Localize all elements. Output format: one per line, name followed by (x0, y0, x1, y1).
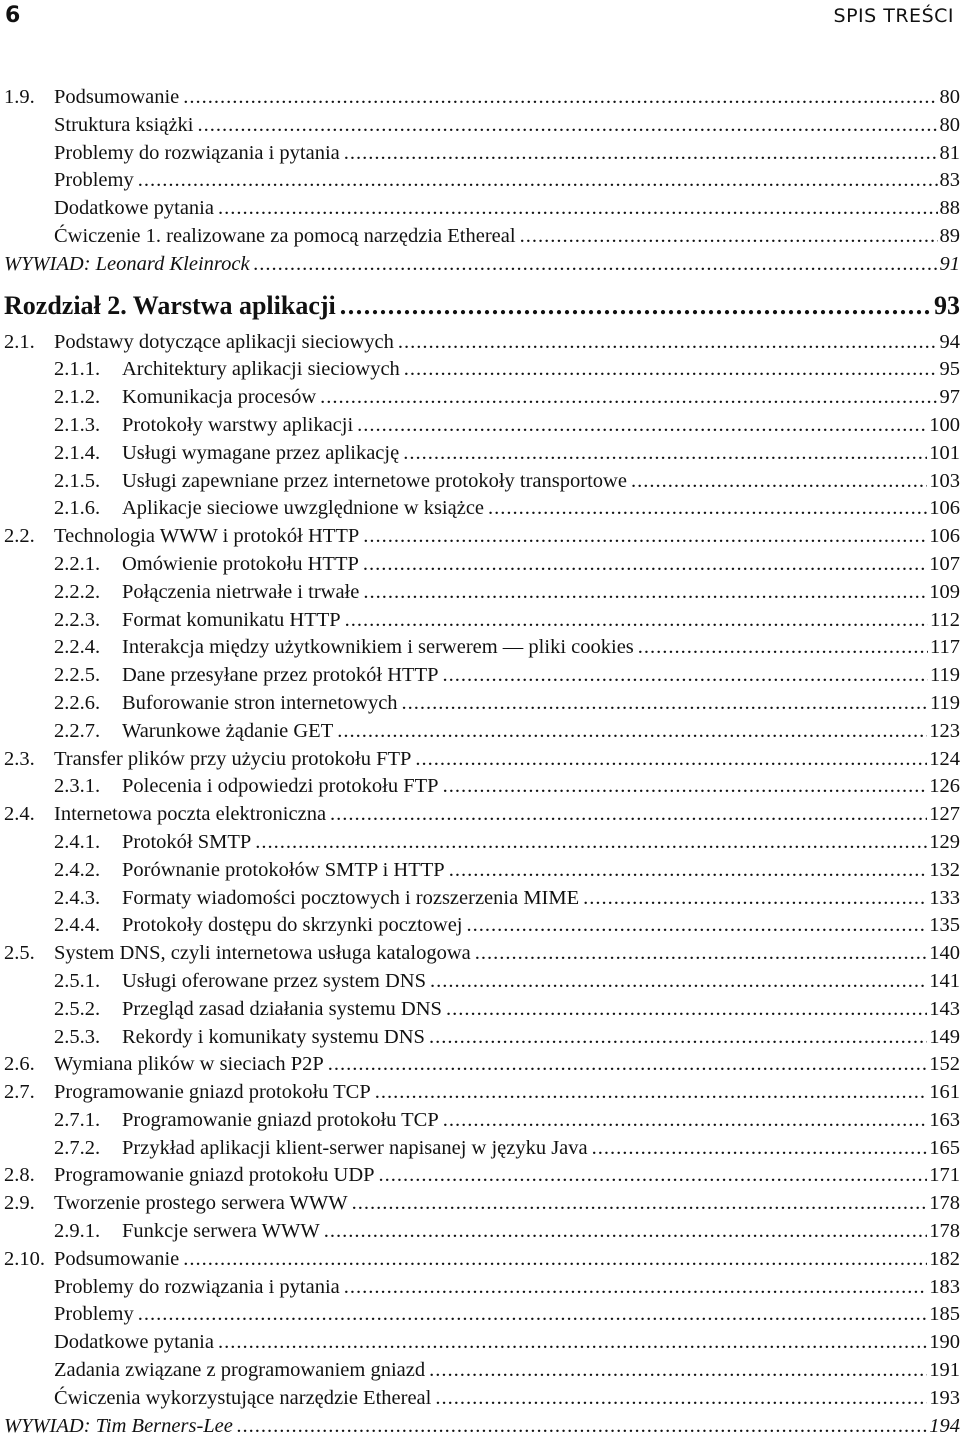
toc-entry[interactable] (4, 829, 960, 857)
toc-entry-line (122, 634, 960, 662)
toc-entry-title: Dane przesyłane przez protokół HTTP (122, 662, 443, 690)
toc-entry[interactable] (4, 495, 960, 523)
toc-entry-number: 2.4.4. (54, 914, 101, 937)
toc-entry-title: Usługi zapewniane przez internetowe protokoły transportowe (122, 468, 631, 496)
toc-entry-line (122, 1135, 960, 1163)
toc-leader-dots (520, 223, 938, 251)
toc-entry-number: 2.2.1. (54, 552, 101, 575)
toc-entry[interactable] (4, 1246, 960, 1274)
toc-entry-line (122, 718, 960, 746)
toc-entry-title: Problemy (54, 1301, 138, 1329)
toc-leader-dots (328, 1051, 927, 1079)
toc-entry-line (122, 773, 960, 801)
toc-entry[interactable] (4, 112, 960, 140)
toc-entry-title: Usługi oferowane przez system DNS (122, 968, 430, 996)
toc-entry-line (54, 1190, 960, 1218)
toc-entry-page: 80 (939, 86, 960, 108)
toc-entry-title: Dodatkowe pytania (54, 195, 218, 223)
toc-entry-line (122, 607, 960, 635)
toc-entry-page: 182 (929, 1247, 960, 1270)
toc-leader-dots (443, 1107, 927, 1135)
toc-leader-dots (324, 1218, 928, 1246)
toc-leader-dots (363, 579, 927, 607)
toc-entry-line (122, 662, 960, 690)
toc-entry-title: Aplikacje sieciowe uwzględnione w książce (122, 495, 488, 523)
toc-entry[interactable] (4, 440, 960, 468)
toc-entry-number: 2.4.2. (54, 858, 101, 881)
toc-entry[interactable] (4, 1218, 960, 1246)
toc-leader-dots (404, 356, 938, 384)
toc-entry[interactable] (4, 996, 960, 1024)
toc-entry[interactable] (4, 1051, 960, 1079)
toc-entry-page: 152 (929, 1053, 960, 1076)
toc-entry-number: 2.2.2. (54, 580, 101, 603)
toc-leader-dots (466, 912, 927, 940)
toc-entry-title: Wymiana plików w sieciach P2P (54, 1051, 328, 1079)
toc-leader-dots (488, 495, 927, 523)
toc-entry-page: 132 (929, 858, 960, 881)
toc-entry-line (54, 1274, 960, 1302)
toc-entry[interactable] (4, 607, 960, 635)
toc-entry-number: 1.9. (4, 86, 35, 108)
toc-entry-number: 2.5.1. (54, 969, 101, 992)
toc-entry[interactable] (4, 195, 960, 223)
toc-entry-line (54, 223, 960, 251)
toc-entry-page: 140 (929, 942, 960, 965)
toc-entry-title: Format komunikatu HTTP (122, 607, 345, 635)
toc-entry[interactable] (4, 1190, 960, 1218)
toc-leader-dots (352, 1190, 928, 1218)
toc-leader-dots (218, 1329, 927, 1357)
toc-entry-title: System DNS, czyli internetowa usługa katalogowa (54, 940, 475, 968)
toc-entry-line (54, 1329, 960, 1357)
toc-entry-title: Porównanie protokołów SMTP i HTTP (122, 857, 449, 885)
toc-entry-number: 2.4.3. (54, 886, 101, 909)
toc-entry-title: Przykład aplikacji klient-serwer napisanej w języku Java (122, 1135, 592, 1163)
toc-entry-title: Programowanie gniazd protokołu UDP (54, 1162, 379, 1190)
toc-entry-title: Podsumowanie (54, 84, 183, 112)
toc-entry-line (54, 1357, 960, 1385)
toc-entry-title: Problemy (54, 167, 138, 195)
toc-entry-page: 185 (929, 1303, 960, 1326)
toc-entry[interactable] (4, 912, 960, 940)
toc-entry-title: WYWIAD: Tim Berners-Lee (4, 1413, 237, 1441)
toc-leader-dots (435, 1385, 927, 1413)
toc-entry[interactable] (4, 940, 960, 968)
toc-entry-page: 126 (929, 775, 960, 798)
toc-entry-page: 119 (930, 691, 960, 714)
toc-entry-number: 2.7.1. (54, 1108, 101, 1131)
toc-entry-page: 133 (929, 886, 960, 909)
toc-entry-title: Protokoły warstwy aplikacji (122, 412, 357, 440)
toc-entry-title: Problemy do rozwiązania i pytania (54, 140, 344, 168)
toc-entry-title: Transfer plików przy użyciu protokołu FTP (54, 746, 415, 774)
page-number: 6 (5, 3, 21, 28)
toc-entry-line (54, 140, 960, 168)
toc-entry[interactable] (4, 1107, 960, 1135)
toc-entry-title: Rekordy i komunikaty systemu DNS (122, 1024, 429, 1052)
toc-entry-number: 2.9. (4, 1192, 35, 1215)
toc-entry-title: Technologia WWW i protokół HTTP (54, 523, 363, 551)
toc-leader-dots (344, 140, 938, 168)
toc-leader-dots (237, 1413, 927, 1441)
toc-entry-line (122, 829, 960, 857)
toc-entry-number: 2.3. (4, 747, 35, 770)
toc-entry[interactable] (4, 857, 960, 885)
toc-entry-title: Interakcja między użytkownikiem i serwerem — pliki cookies (122, 634, 638, 662)
toc-entry-page: 171 (929, 1164, 960, 1187)
toc-entry-line (122, 1218, 960, 1246)
toc-entry[interactable] (4, 140, 960, 168)
toc-entry[interactable] (4, 1413, 960, 1441)
toc-entry-title: Tworzenie prostego serwera WWW (54, 1190, 352, 1218)
toc-entry-page: 93 (934, 290, 960, 320)
toc-entry-number: 2.1.1. (54, 358, 101, 381)
toc-entry-title: Struktura książki (54, 112, 198, 140)
toc-entry[interactable] (4, 579, 960, 607)
toc-entry[interactable] (4, 468, 960, 496)
toc-entry-number: 2.6. (4, 1053, 35, 1076)
toc-entry-page: 183 (929, 1275, 960, 1298)
toc-entry-page: 109 (929, 580, 960, 603)
table-of-contents (4, 84, 960, 1440)
toc-leader-dots (320, 384, 937, 412)
toc-entry-number: 2.8. (4, 1164, 35, 1187)
toc-entry-page: 129 (929, 830, 960, 853)
toc-leader-dots (363, 551, 927, 579)
toc-entry-number: 2.1.4. (54, 441, 101, 464)
toc-entry[interactable] (4, 662, 960, 690)
toc-entry[interactable] (4, 885, 960, 913)
toc-leader-dots (638, 634, 928, 662)
toc-entry-number: 2.7.2. (54, 1136, 101, 1159)
toc-entry-title: Buforowanie stron internetowych (122, 690, 402, 718)
toc-entry-page: 103 (929, 469, 960, 492)
toc-entry-page: 101 (929, 441, 960, 464)
toc-entry[interactable] (4, 1024, 960, 1052)
toc-leader-dots (254, 251, 938, 279)
toc-entry[interactable] (4, 1329, 960, 1357)
toc-entry-line (54, 1162, 960, 1190)
toc-entry-title: Programowanie gniazd protokołu TCP (122, 1107, 443, 1135)
toc-entry[interactable] (4, 412, 960, 440)
toc-entry[interactable] (4, 84, 960, 112)
toc-leader-dots (443, 773, 928, 801)
toc-entry[interactable] (4, 690, 960, 718)
toc-entry-page: 91 (939, 252, 960, 275)
toc-entry-page: 190 (929, 1331, 960, 1354)
toc-entry-title: Programowanie gniazd protokołu TCP (54, 1079, 375, 1107)
toc-entry-page: 178 (929, 1220, 960, 1243)
toc-leader-dots (475, 940, 928, 968)
toc-entry-page: 106 (929, 525, 960, 548)
toc-leader-dots (138, 167, 938, 195)
toc-entry-title: Podstawy dotyczące aplikacji sieciowych (54, 329, 398, 357)
toc-entry-line (54, 84, 960, 112)
toc-entry-number: 2.10. (4, 1247, 45, 1270)
toc-entry-number: 2.2.5. (54, 664, 101, 687)
toc-entry-line (54, 195, 960, 223)
toc-entry-number: 2.4. (4, 803, 35, 826)
toc-entry-title: Ćwiczenia wykorzystujące narzędzie Ethereal (54, 1385, 435, 1413)
toc-entry-line (54, 523, 960, 551)
toc-entry-page: 124 (929, 747, 960, 770)
toc-leader-dots (402, 690, 928, 718)
toc-entry-page: 149 (929, 1025, 960, 1048)
toc-entry-number: 2.1.3. (54, 413, 101, 436)
toc-entry-title: Omówienie protokołu HTTP (122, 551, 363, 579)
toc-leader-dots (430, 968, 927, 996)
toc-leader-dots (583, 885, 927, 913)
toc-entry-page: 106 (929, 497, 960, 520)
toc-entry-line (122, 412, 960, 440)
page-header (0, 0, 960, 34)
toc-entry[interactable] (4, 523, 960, 551)
toc-entry-page: 191 (929, 1359, 960, 1382)
toc-leader-dots (398, 329, 938, 357)
toc-entry[interactable] (4, 356, 960, 384)
toc-leader-dots (340, 285, 932, 327)
toc-entry-title: Formaty wiadomości pocztowych i rozszerzenia MIME (122, 885, 583, 913)
toc-entry-page: 123 (929, 719, 960, 742)
toc-entry[interactable] (4, 551, 960, 579)
toc-leader-dots (218, 195, 938, 223)
toc-entry[interactable] (4, 1274, 960, 1302)
toc-entry-page: 193 (929, 1386, 960, 1409)
toc-entry-title: Funkcje serwera WWW (122, 1218, 324, 1246)
toc-entry-line (122, 1107, 960, 1135)
toc-entry[interactable] (4, 329, 960, 357)
toc-leader-dots (446, 996, 927, 1024)
toc-entry-title: Rozdział 2. Warstwa aplikacji (4, 285, 340, 327)
toc-leader-dots (592, 1135, 928, 1163)
toc-entry[interactable] (4, 1079, 960, 1107)
toc-entry-line (4, 285, 960, 327)
toc-entry-line (122, 384, 960, 412)
toc-leader-dots (183, 1246, 927, 1274)
toc-entry-number: 2.3.1. (54, 775, 101, 798)
toc-leader-dots (631, 468, 927, 496)
toc-entry-number: 2.5.3. (54, 1025, 101, 1048)
toc-leader-dots (375, 1079, 927, 1107)
toc-entry[interactable] (4, 1162, 960, 1190)
toc-entry-page: 81 (939, 141, 960, 164)
toc-entry-title: Warunkowe żądanie GET (122, 718, 337, 746)
toc-entry-page: 194 (929, 1414, 960, 1437)
toc-entry-page: 97 (939, 386, 960, 409)
toc-entry-line (54, 167, 960, 195)
toc-entry-line (54, 1246, 960, 1274)
toc-entry-line (122, 885, 960, 913)
toc-entry[interactable] (4, 251, 960, 279)
toc-entry-number: 2.2. (4, 525, 35, 548)
toc-entry-line (54, 112, 960, 140)
toc-entry-title: Komunikacja procesów (122, 384, 320, 412)
toc-leader-dots (183, 84, 937, 112)
toc-entry-page: 83 (939, 169, 960, 192)
toc-leader-dots (443, 662, 929, 690)
toc-entry-line (122, 356, 960, 384)
toc-entry-number: 2.9.1. (54, 1220, 101, 1243)
toc-entry-number: 2.5.2. (54, 997, 101, 1020)
toc-entry[interactable] (4, 384, 960, 412)
toc-entry-page: 88 (939, 197, 960, 220)
toc-leader-dots (429, 1357, 927, 1385)
toc-entry-title: Połączenia nietrwałe i trwałe (122, 579, 363, 607)
toc-leader-dots (357, 412, 927, 440)
toc-entry-page: 89 (939, 224, 960, 247)
toc-entry[interactable] (4, 1301, 960, 1329)
toc-entry[interactable] (4, 223, 960, 251)
toc-entry-page: 112 (930, 608, 960, 631)
toc-entry-number: 2.1.5. (54, 469, 101, 492)
toc-entry-number: 2.4.1. (54, 830, 101, 853)
toc-entry-page: 127 (929, 803, 960, 826)
running-head: SPIS TREŚCI (833, 5, 954, 27)
toc-entry-page: 107 (929, 552, 960, 575)
toc-entry-page: 100 (929, 413, 960, 436)
toc-entry-line (122, 468, 960, 496)
toc-entry-number: 2.2.4. (54, 636, 101, 659)
toc-entry-number: 2.5. (4, 942, 35, 965)
toc-entry-page: 117 (930, 636, 960, 659)
toc-leader-dots (415, 746, 927, 774)
toc-entry-title: Architektury aplikacji sieciowych (122, 356, 404, 384)
toc-entry-line (122, 857, 960, 885)
toc-entry-title: Internetowa poczta elektroniczna (54, 801, 330, 829)
toc-entry-line (54, 746, 960, 774)
toc-entry-line (122, 690, 960, 718)
toc-entry-title: Dodatkowe pytania (54, 1329, 218, 1357)
toc-entry-page: 163 (929, 1108, 960, 1131)
toc-leader-dots (403, 440, 927, 468)
toc-entry[interactable] (4, 1357, 960, 1385)
toc-leader-dots (449, 857, 928, 885)
toc-entry-page: 119 (930, 664, 960, 687)
toc-entry[interactable] (4, 773, 960, 801)
toc-entry-number: 2.1. (4, 330, 35, 353)
toc-entry-line (122, 551, 960, 579)
toc-entry-title: Przegląd zasad działania systemu DNS (122, 996, 446, 1024)
toc-entry-line (122, 1024, 960, 1052)
toc-entry-line (54, 1301, 960, 1329)
toc-entry-line (54, 329, 960, 357)
toc-entry-number: 2.2.3. (54, 608, 101, 631)
toc-entry-line (122, 495, 960, 523)
toc-entry-line (122, 579, 960, 607)
toc-entry-line (122, 912, 960, 940)
toc-entry-line (54, 1051, 960, 1079)
toc-entry-number: 2.1.6. (54, 497, 101, 520)
toc-entry-line (122, 968, 960, 996)
toc-entry-title: WYWIAD: Leonard Kleinrock (4, 251, 254, 279)
toc-entry-title: Usługi wymagane przez aplikację (122, 440, 403, 468)
toc-leader-dots (198, 112, 938, 140)
toc-entry-line (4, 251, 960, 279)
toc-entry-page: 165 (929, 1136, 960, 1159)
toc-entry-title: Problemy do rozwiązania i pytania (54, 1274, 344, 1302)
toc-entry-page: 95 (939, 358, 960, 381)
toc-entry-page: 143 (929, 997, 960, 1020)
toc-entry-title: Podsumowanie (54, 1246, 183, 1274)
toc-entry-title: Protokoły dostępu do skrzynki pocztowej (122, 912, 466, 940)
toc-entry-title: Zadania związane z programowaniem gniazd (54, 1357, 429, 1385)
toc-entry-number: 2.2.7. (54, 719, 101, 742)
toc-entry-page: 80 (939, 113, 960, 136)
toc-entry-number: 2.7. (4, 1081, 35, 1104)
toc-entry-page: 135 (929, 914, 960, 937)
toc-entry[interactable] (4, 1135, 960, 1163)
toc-entry-line (54, 1079, 960, 1107)
toc-entry-page: 161 (929, 1081, 960, 1104)
toc-entry[interactable] (4, 1385, 960, 1413)
toc-entry-page: 141 (929, 969, 960, 992)
toc-entry[interactable] (4, 801, 960, 829)
toc-entry-line (122, 996, 960, 1024)
toc-leader-dots (429, 1024, 927, 1052)
toc-entry[interactable] (4, 746, 960, 774)
toc-entry-line (4, 1413, 960, 1441)
toc-entry-title: Ćwiczenie 1. realizowane za pomocą narzędzia Ethereal (54, 223, 520, 251)
toc-leader-dots (255, 829, 927, 857)
toc-entry-number: 2.1.2. (54, 386, 101, 409)
toc-entry-page: 94 (939, 330, 960, 353)
toc-entry-line (54, 1385, 960, 1413)
toc-entry-line (54, 801, 960, 829)
toc-entry-line (54, 940, 960, 968)
toc-entry[interactable] (4, 968, 960, 996)
toc-leader-dots (363, 523, 927, 551)
toc-entry-number: 2.2.6. (54, 691, 101, 714)
toc-leader-dots (337, 718, 927, 746)
toc-entry-page: 178 (929, 1192, 960, 1215)
toc-leader-dots (344, 1274, 927, 1302)
toc-leader-dots (379, 1162, 928, 1190)
toc-entry-line (122, 440, 960, 468)
toc-chapter-heading[interactable] (4, 285, 960, 327)
toc-entry[interactable] (4, 634, 960, 662)
toc-entry-title: Polecenia i odpowiedzi protokołu FTP (122, 773, 443, 801)
toc-entry-title: Protokół SMTP (122, 829, 255, 857)
toc-leader-dots (138, 1301, 928, 1329)
toc-leader-dots (330, 801, 927, 829)
toc-entry[interactable] (4, 718, 960, 746)
toc-entry[interactable] (4, 167, 960, 195)
toc-leader-dots (345, 607, 928, 635)
